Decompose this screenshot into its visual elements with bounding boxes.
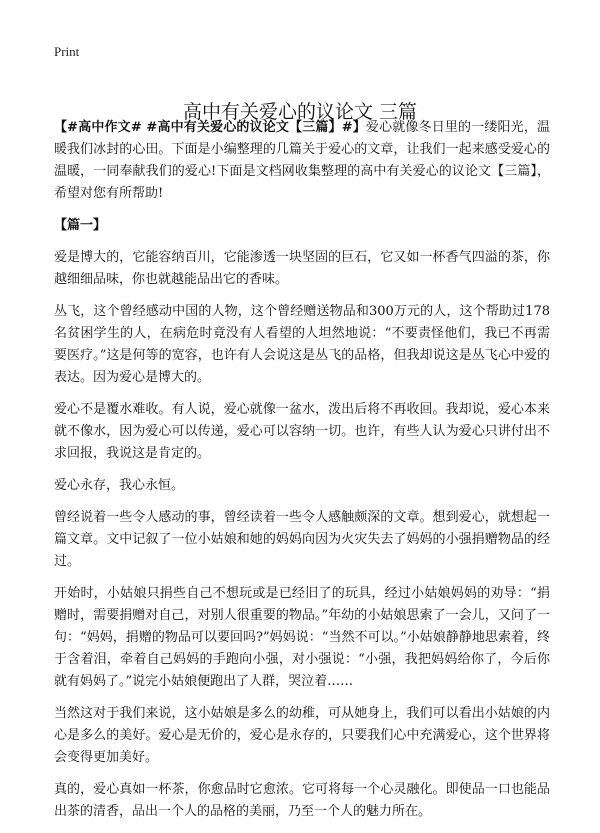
paragraph-4: 爱心永存，我心永恒。 xyxy=(54,478,185,493)
paragraph-5: 曾经说着一些令人感动的事，曾经读着一些令人感触颇深的文章。想到爱心，就想起一篇文章。文中记叙了一位小姑娘和她的妈妈向因为火灾失去了妈妈的小强捐赠物品的经过。 xyxy=(54,510,550,569)
intro-text: 爱心就像冬日里的一缕阳光，温暖我们冰封的心田。下面是小编整理的几篇关于爱心的文章，让我们一起来感受爱心的温暖，一同奉献我们的爱心!下面是文档网收集整理的高中有关爱心的议论文【三篇】，希望对您有所帮助! xyxy=(54,120,550,201)
paragraph-3: 爱心不是覆水难收。有人说，爱心就像一盆水，泼出后将不再收回。我却说，爱心本来就不像水，因为爱心可以传递，爱心可以容纳一切。也许，有些人认为爱心只讲付出不求回报，我说这是肯定的。 xyxy=(54,402,550,461)
print-link[interactable]: Print xyxy=(54,44,80,59)
article-body xyxy=(54,117,550,833)
paragraph-1: 爱是博大的，它能容纳百川，它能渗透一块坚固的巨石，它又如一杯香气四溢的茶，你越细细品味，你也就越能品出它的香味。 xyxy=(54,250,550,287)
section-heading: 【篇一】 xyxy=(54,218,107,233)
intro-paragraph xyxy=(54,117,550,205)
paragraph-6: 开始时，小姑娘只捐些自己不想玩或是已经旧了的玩具，经过小姑娘妈妈的劝导：“捐赠时，需要捐赠对自己，对别人很重要的物品。”年幼的小姑娘思索了一会儿，又问了一句：“妈妈，捐赠的物品可以要回吗?”妈妈说：“当然不可以。”小姑娘静静地思索着，终于含着泪，牵着自己妈妈的手跑向小强，对小强说：“小强，我把妈妈给你了，今后你就有妈妈了。”说完小姑娘便跑出了人群，哭泣着…… xyxy=(54,586,550,689)
paragraph-2: 丛飞，这个曾经感动中国的人物，这个曾经赠送物品和300万元的人，这个帮助过178名贫困学生的人，在病危时竟没有人看望的人坦然地说：“不要责怪他们，我已不再需要医疗。”这是何等的宽容，也许有人会说这是丛飞的品格，但我却说这是丛飞心中爱的表达。因为爱心是博大的。 xyxy=(54,304,550,385)
intro-tag-prefix: 【#高中作文# #高中有关爱心的议论文【三篇】#】 xyxy=(54,120,366,135)
paragraph-7: 当然这对于我们来说，这小姑娘是多么的幼稚，可从她身上，我们可以看出小姑娘的内心是多么的美好。爱心是无价的，爱心是永存的，只要我们心中充满爱心，这个世界将会变得更加美好。 xyxy=(54,706,550,765)
paragraph-8: 真的，爱心真如一杯茶，你愈品时它愈浓。它可将每一个心灵融化。即使品一口也能品出茶的清香，品出一个人的品格的美丽，乃至一个人的魅力所在。 xyxy=(54,782,550,819)
page-title: 高中有关爱心的议论文 三篇 xyxy=(182,100,418,123)
